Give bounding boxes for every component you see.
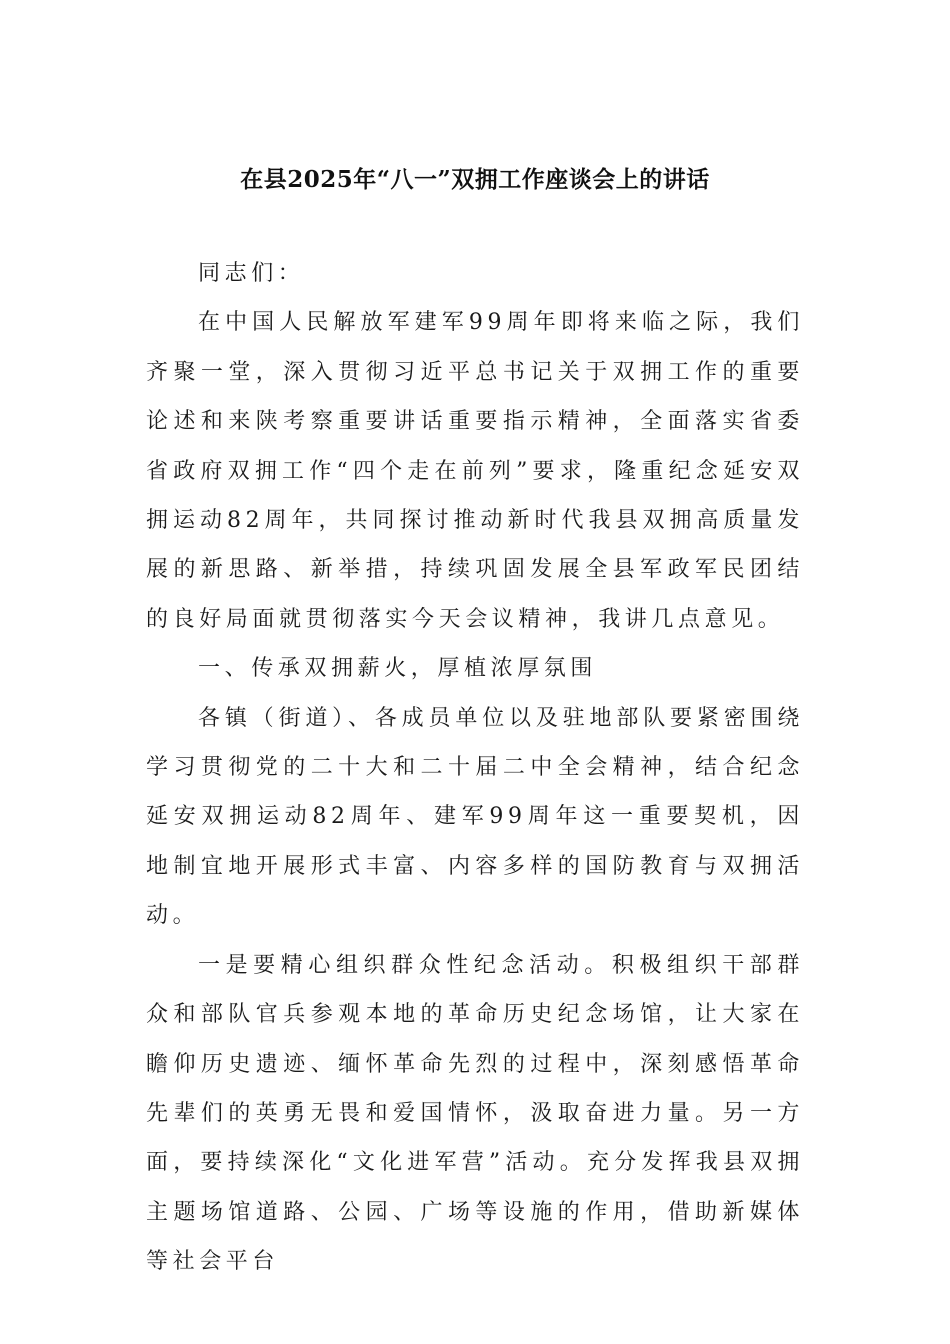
salutation-paragraph: 同志们：: [198, 261, 305, 286]
document-body: [146, 249, 804, 1287]
section-1-point-1-paragraph: 一是要精心组织群众性纪念活动。积极组织干部群众和部队官兵参观本地的革命历史纪念场馆，让大家在瞻仰历史遗迹、缅怀革命先烈的过程中，深刻感悟革命先辈们的英勇无畏和爱国情怀，汲取奋进力量。另一方面，要持续深化“文化进军营”活动。充分发挥我县双拥主题场馆道路、公园、广场等设施的作用，借助新媒体等社会平台: [146, 952, 804, 1275]
section-heading-1: 一、传承双拥薪火，厚植浓厚氛围: [198, 656, 598, 682]
intro-paragraph: 在中国人民解放军建军99周年即将来临之际，我们齐聚一堂，深入贯彻习近平总书记关于双拥工作的重要论述和来陕考察重要讲话重要指示精神，全面落实省委省政府双拥工作“四个走在前列”要求，隆重纪念延安双拥运动82周年，共同探讨推动新时代我县双拥高质量发展的新思路、新举措，持续巩固发展全县军政军民团结的良好局面就贯彻落实今天会议精神，我讲几点意见。: [146, 310, 804, 632]
section-1-paragraph: 各镇（街道）、各成员单位以及驻地部队要紧密围绕学习贯彻党的二十大和二十届二中全会精神，结合纪念延安双拥运动82周年、建军99周年这一重要契机，因地制宜地开展形式丰富、内容多样的国防教育与双拥活动。: [146, 705, 804, 929]
page-title: 在县2025年“八一”双拥工作座谈会上的讲话: [240, 166, 710, 193]
